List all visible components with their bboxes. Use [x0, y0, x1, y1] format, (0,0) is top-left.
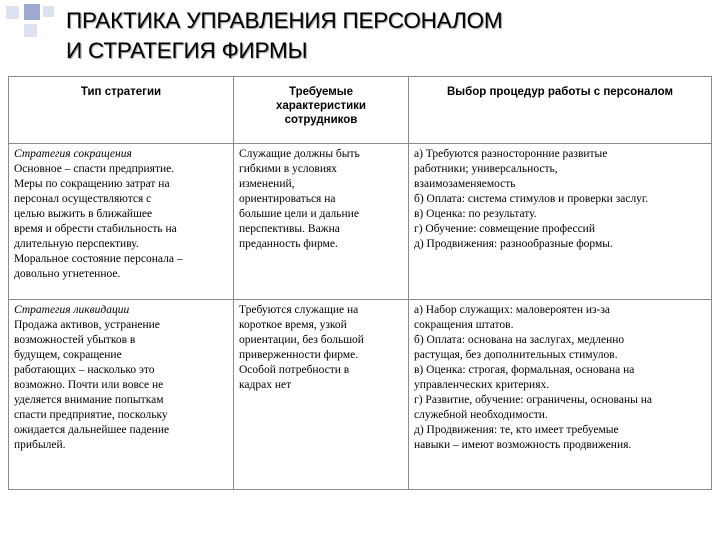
- header-strategy-type: Тип стратегии: [9, 77, 234, 144]
- text-line: Продажа активов, устранение: [14, 319, 160, 331]
- text-line: управленческих критериях.: [414, 379, 550, 391]
- decorative-squares: [0, 0, 60, 44]
- strategy-table: [8, 76, 712, 490]
- text-line: короткое время, узкой: [239, 319, 347, 331]
- text-line: навыки – имеют возможность продвижения.: [414, 439, 632, 451]
- strategy-name: Стратегия сокращения: [14, 148, 132, 160]
- text-line: Служащие должны быть: [239, 148, 360, 160]
- header-employee-traits-text: Требуемые характеристики сотрудников: [275, 86, 366, 126]
- table-header-row: [9, 77, 712, 144]
- text-line: кадрах нет: [239, 379, 292, 391]
- text-line: а) Набор служащих: маловероятен из-за: [414, 304, 611, 316]
- header-personnel-procedures: Выбор процедур работы с персоналом: [409, 77, 712, 144]
- text-line: возможностей убытков в: [14, 334, 136, 346]
- text-line: персонал осуществляются с: [14, 193, 152, 205]
- slide-title: [66, 6, 502, 66]
- text-line: длительную перспективу.: [14, 238, 139, 250]
- text-line: перспективы. Важна: [239, 223, 340, 235]
- text-line: ориентации, без большой: [239, 334, 364, 346]
- slide-title-line-2: И СТРАТЕГИЯ ФИРМЫ: [66, 38, 308, 63]
- text-line: время и обрести стабильность на: [14, 223, 177, 235]
- text-line: Требуются служащие на: [239, 304, 359, 316]
- text-line: д) Продвижения: те, кто имеет требуемые: [414, 424, 619, 436]
- header-employee-traits: [234, 77, 409, 144]
- slide-title-line-1: ПРАКТИКА УПРАВЛЕНИЯ ПЕРСОНАЛОМ: [66, 8, 503, 33]
- text-line: гибкими в условиях: [239, 163, 338, 175]
- table-row: [9, 144, 712, 300]
- traits-cell: [234, 144, 409, 300]
- text-line: довольно угнетенное.: [14, 268, 121, 280]
- text-line: работающих – насколько это: [14, 364, 155, 376]
- text-line: возможно. Почти или вовсе не: [14, 379, 164, 391]
- procedures-cell: [409, 144, 712, 300]
- text-line: служебной необходимости.: [414, 409, 548, 421]
- decor-square: [24, 4, 40, 20]
- text-line: г) Развитие, обучение: ограничены, основаны на: [414, 394, 652, 406]
- text-line: ориентироваться на: [239, 193, 336, 205]
- text-line: а) Требуются разносторонние развитые: [414, 148, 608, 160]
- text-line: преданность фирме.: [239, 238, 338, 250]
- text-line: взаимозаменяемость: [414, 178, 516, 190]
- decor-square: [43, 6, 54, 17]
- text-line: приверженности фирме.: [239, 349, 359, 361]
- text-line: Меры по сокращению затрат на: [14, 178, 170, 190]
- text-line: Особой потребности в: [239, 364, 350, 376]
- text-line: целью выжить в ближайшее: [14, 208, 153, 220]
- strategy-cell: [9, 300, 234, 490]
- text-line: г) Обучение: совмещение профессий: [414, 223, 595, 235]
- text-line: спасти предприятие, поскольку: [14, 409, 168, 421]
- text-line: б) Оплата: основана на заслугах, медленно: [414, 334, 625, 346]
- text-line: большие цели и дальние: [239, 208, 359, 220]
- text-line: растущая, без дополнительных стимулов.: [414, 349, 618, 361]
- text-line: работники; универсальность,: [414, 163, 558, 175]
- text-line: б) Оплата: система стимулов и проверки заслуг.: [414, 193, 649, 205]
- strategy-cell: [9, 144, 234, 300]
- text-line: прибылей.: [14, 439, 66, 451]
- text-line: д) Продвижения: разнообразные формы.: [414, 238, 613, 250]
- decor-square: [24, 24, 37, 37]
- text-line: ожидается дальнейшее падение: [14, 424, 170, 436]
- text-line: в) Оценка: по результату.: [414, 208, 537, 220]
- text-line: в) Оценка: строгая, формальная, основана на: [414, 364, 635, 376]
- text-line: будущем, сокращение: [14, 349, 122, 361]
- text-line: Основное – спасти предприятие.: [14, 163, 175, 175]
- text-line: уделяется внимание попыткам: [14, 394, 164, 406]
- traits-cell: [234, 300, 409, 490]
- table-row: [9, 300, 712, 490]
- text-line: сокращения штатов.: [414, 319, 514, 331]
- text-line: Моральное состояние персонала –: [14, 253, 183, 265]
- decor-square: [6, 6, 19, 19]
- text-line: изменений,: [239, 178, 295, 190]
- strategy-name: Стратегия ликвидации: [14, 304, 130, 316]
- procedures-cell: [409, 300, 712, 490]
